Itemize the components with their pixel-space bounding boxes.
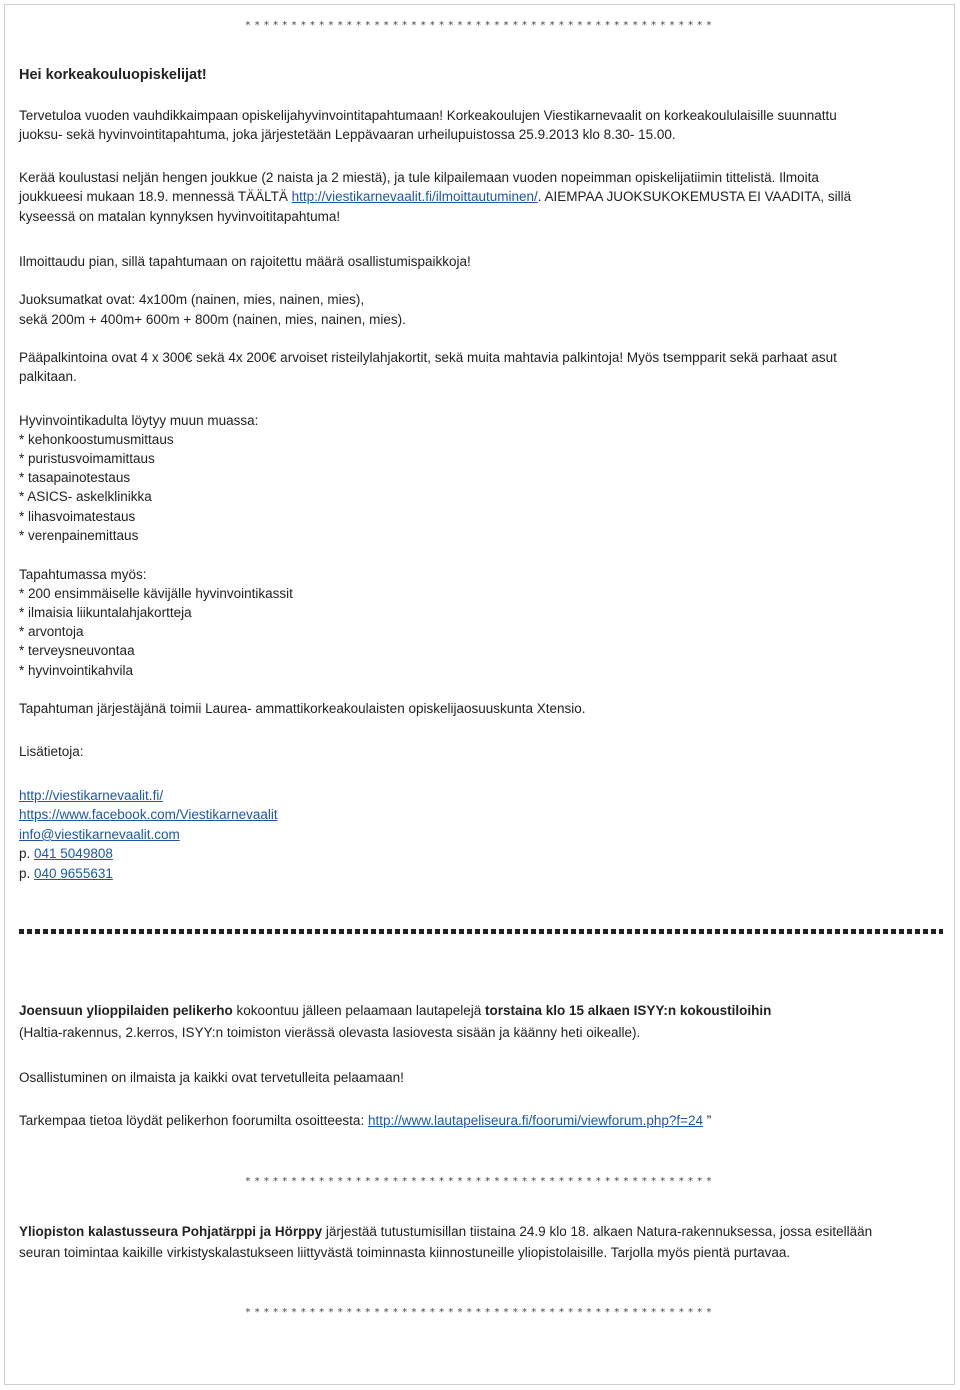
separator-top: *************************************************** — [244, 20, 716, 31]
greeting-heading: Hei korkeakouluopiskelijat! — [19, 67, 207, 83]
boardgames-free: Osallistuminen on ilmaista ja kaikki ovat tervetulleita pelaamaan! — [19, 1070, 404, 1085]
races-line-1: Juoksumatkat ovat: 4x100m (nainen, mies, nainen, mies), — [19, 292, 365, 307]
team-line-2 — [19, 187, 924, 207]
boardgames-line-1 — [19, 1001, 924, 1021]
wellness-item: * lihasvoimatestaus — [19, 509, 136, 524]
email-link[interactable]: info@viestikarnevaalit.com — [19, 827, 180, 842]
prizes-line-2: palkitaan. — [19, 369, 77, 384]
phone-prefix: p. — [19, 866, 35, 881]
email-link-row — [19, 825, 924, 845]
extras-item: * 200 ensimmäiselle kävijälle hyvinvointikassit — [19, 586, 293, 601]
boardgames-time-place: torstaina klo 15 alkaen ISYY:n kokoustiloihin — [485, 1003, 772, 1018]
team-line-1: Kerää koulustasi neljän hengen joukkue (2 naista ja 2 miestä), ja tule kilpailemaan vuoden nopeimman opiskelijatiimin tittelistä. Ilmoita — [19, 170, 819, 185]
boardgames-more-suffix: ” — [703, 1113, 712, 1128]
facebook-link[interactable]: https://www.facebook.com/Viestikarnevaalit — [19, 807, 278, 822]
prizes-line-1: Pääpalkintoina ovat 4 x 300€ sekä 4x 200€ arvoiset risteilylahjakortit, sekä muita mahtavia palkintoja! Myös tsempparit sekä parhaat asut — [19, 350, 837, 365]
wellness-item: * puristusvoimamittaus — [19, 451, 155, 466]
extras-item: * terveysneuvontaa — [19, 643, 135, 658]
extras-item: * hyvinvointikahvila — [19, 663, 134, 678]
fishing-line-1 — [19, 1222, 924, 1242]
intro-line-1: Tervetuloa vuoden vauhdikkaimpaan opiskelijahyvinvointitapahtumaan! Korkeakoulujen Viestikarnevaalit on korkeakoululaisille suunnattu — [19, 108, 837, 123]
phone-row — [19, 864, 924, 884]
wellness-item: * verenpainemittaus — [19, 528, 139, 543]
phone-row — [19, 844, 924, 864]
team-line-2-prefix: joukkueesi mukaan 18.9. mennessä TÄÄLTÄ — [19, 189, 292, 204]
team-line-2-suffix: . AIEMPAA JUOKSUKOKEMUSTA EI VAADITA, sillä — [537, 189, 852, 204]
signup-note: Ilmoittaudu pian, sillä tapahtumaan on rajoitettu määrä osallistumispaikkoja! — [19, 254, 471, 269]
extras-title: Tapahtumassa myös: — [19, 567, 147, 582]
fishing-line-2: seuran toimintaa kaikille virkistyskalastukseen liittyvästä toiminnasta kiinnostuneille yliopistolaisille. Tarjolla myös pientä purtavaa. — [19, 1245, 791, 1260]
website-link[interactable]: http://viestikarnevaalit.fi/ — [19, 788, 164, 803]
races-line-2: sekä 200m + 400m+ 600m + 800m (nainen, mies, nainen, mies). — [19, 312, 406, 327]
more-info-title: Lisätietoja: — [19, 744, 84, 759]
extras-item: * arvontoja — [19, 624, 84, 639]
wellness-item: * tasapainotestaus — [19, 470, 131, 485]
boardgames-line-2: (Haltia-rakennus, 2.kerros, ISYY:n toimiston vierässä olevasta lasiovesta sisään ja käänny heti oikealle). — [19, 1025, 641, 1040]
phone-prefix: p. — [19, 846, 35, 861]
extras-item: * ilmaisia liikuntalahjakortteja — [19, 605, 192, 620]
boardgames-line-1-mid: kokoontuu jälleen pelaamaan lautapelejä — [232, 1003, 485, 1018]
phone-link[interactable]: 040 9655631 — [34, 866, 113, 881]
boardgames-more — [19, 1111, 924, 1131]
boardgames-more-prefix: Tarkempaa tietoa löydät pelikerhon foorumilta osoitteesta: — [19, 1113, 368, 1128]
team-line-3: kyseessä on matalan kynnyksen hyvinvoititapahtuma! — [19, 209, 341, 224]
website-link-row — [19, 786, 924, 806]
wellness-item: * ASICS- askelklinikka — [19, 489, 152, 504]
boardgames-club-name: Joensuun ylioppilaiden pelikerho — [19, 1003, 233, 1018]
separator-middle: *************************************************** — [244, 1176, 716, 1187]
signup-link[interactable]: http://viestikarnevaalit.fi/ilmoittautuminen/ — [291, 189, 538, 204]
forum-link[interactable]: http://www.lautapeliseura.fi/foorumi/viewforum.php?f=24 — [367, 1113, 704, 1128]
intro-line-2: juoksu- sekä hyvinvointitapahtuma, joka järjestetään Leppävaaran urheilupuistossa 25.9.2013 klo 8.30- 15.00. — [19, 127, 676, 142]
fishing-line-1-rest: järjestää tutustumisillan tiistaina 24.9 klo 18. alkaen Natura-rakennuksessa, jossa esitellään — [322, 1224, 873, 1239]
facebook-link-row — [19, 805, 924, 825]
separator-bottom: *************************************************** — [244, 1307, 716, 1318]
organizer-text: Tapahtuman järjestäjänä toimii Laurea- ammattikorkeakoulaisten opiskelijaosuuskunta Xtensio. — [19, 701, 586, 716]
fishing-club-name: Yliopiston kalastusseura Pohjatärppi ja Hörppy — [19, 1224, 323, 1239]
phone-link[interactable]: 041 5049808 — [34, 846, 113, 861]
wellness-item: * kehonkoostumusmittaus — [19, 432, 174, 447]
section-divider — [19, 929, 943, 934]
wellness-title: Hyvinvointikadulta löytyy muun muassa: — [19, 413, 259, 428]
